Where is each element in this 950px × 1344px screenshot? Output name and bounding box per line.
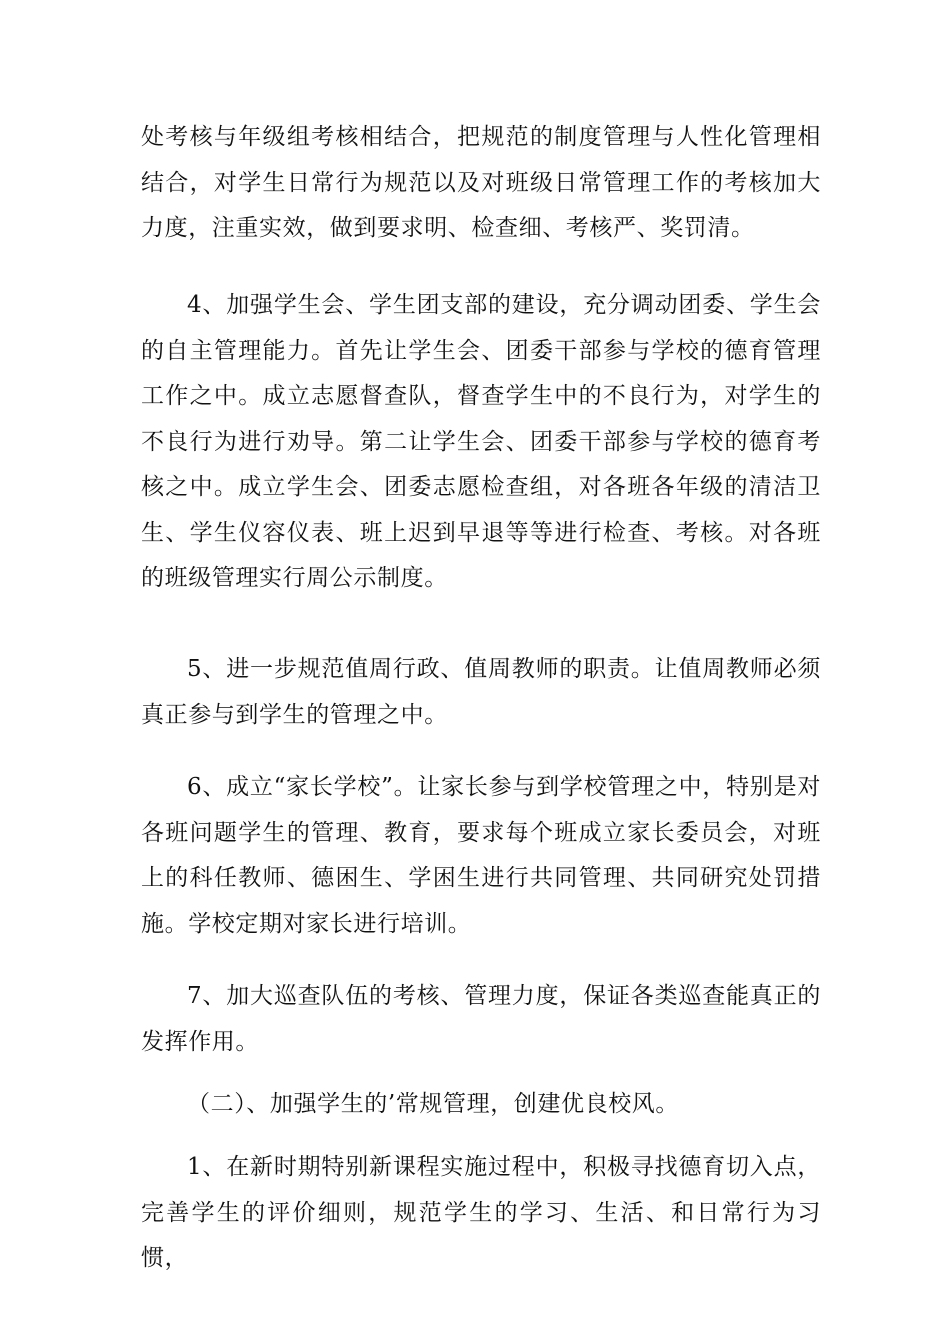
section-heading: （二）、加强学生的’常规管理，创建优良校风。 [187, 1091, 680, 1117]
paragraph-item-6: 6、成立“家长学校”。让家长参与到学校管理之中，特别是对各班问题学生的管理、教育，要求每个班成立家长委员会，对班上的科任教师、德困生、学困生进行共同管理、共同研究处罚措施。学校定期对家长进行培训。 [141, 774, 821, 937]
paragraph-item-7: 7、加大巡查队伍的考核、管理力度，保证各类巡查能真正的发挥作用。 [141, 983, 821, 1055]
paragraph-continuation: 处考核与年级组考核相结合，把规范的制度管理与人性化管理相结合，对学生日常行为规范以及对班级日常管理工作的考核加大力度，注重实效，做到要求明、检查细、考核严、奖罚清。 [141, 124, 821, 241]
paragraph-item-4: 4、加强学生会、学生团支部的建设，充分调动团委、学生会的自主管理能力。首先让学生会、团委干部参与学校的德育管理工作之中。成立志愿督查队，督查学生中的不良行为，对学生的不良行为进行劝导。第二让学生会、团委干部参与学校的德育考核之中。成立学生会、团委志愿检查组，对各班各年级的清洁卫生、学生仪容仪表、班上迟到早退等等进行检查、考核。对各班的班级管理实行周公示制度。 [141, 292, 821, 591]
paragraph-item-1: 1、在新时期特别新课程实施过程中，积极寻找德育切入点，完善学生的评价细则，规范学生的学习、生活、和日常行为习惯， [141, 1154, 821, 1271]
paragraph-item-5: 5、进一步规范值周行政、值周教师的职责。让值周教师必须真正参与到学生的管理之中。 [141, 656, 821, 728]
